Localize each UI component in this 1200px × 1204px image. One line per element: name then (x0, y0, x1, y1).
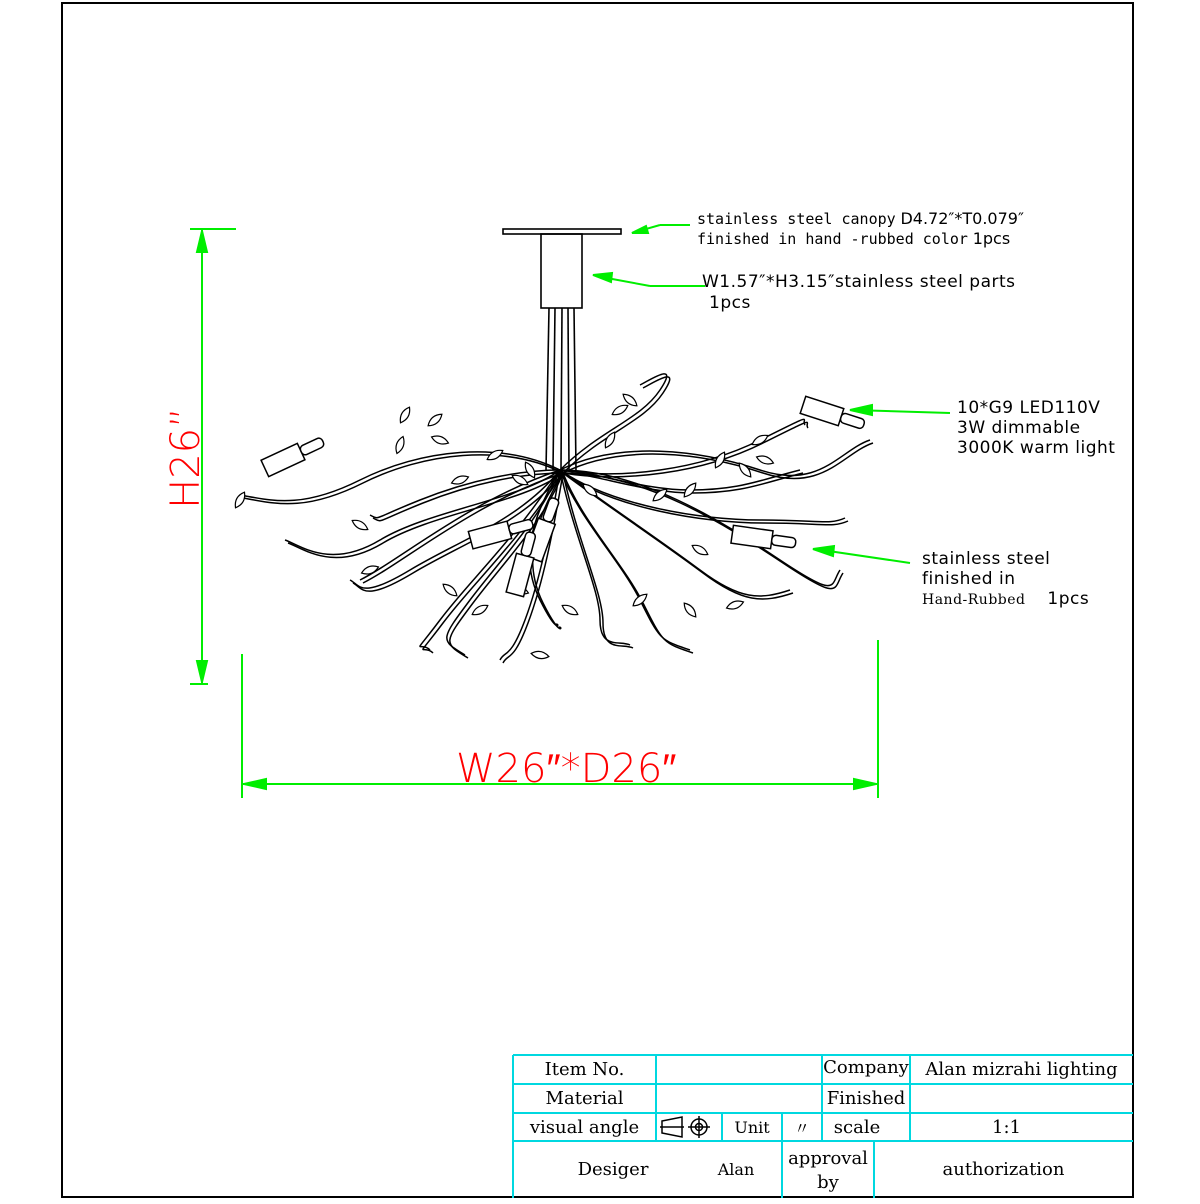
leaf-shape (682, 601, 699, 619)
leaf-shape (737, 461, 754, 479)
finished-value (910, 1084, 1133, 1113)
leaf-shape (430, 434, 449, 447)
authorization-label: authorization (942, 1159, 1065, 1180)
canopy-quantity-text: 1pcs (972, 229, 1011, 248)
material-value (656, 1084, 822, 1113)
leaf-shape (350, 517, 369, 532)
branch-curve (560, 419, 805, 473)
led-callout-line3: 3000K warm light (957, 438, 1116, 458)
canopy-box (541, 234, 582, 308)
material-label: Material (545, 1088, 624, 1109)
steel-callout-line3: Hand-Rubbed (922, 592, 1026, 608)
visual-angle-label: visual angle (529, 1116, 640, 1138)
leaf-shape (560, 602, 579, 617)
canopy-callout-line1: stainless steel canopy (697, 210, 896, 228)
item-no-label: Item No. (544, 1059, 625, 1080)
led-callout (957, 398, 1115, 458)
approval-label-line2: by (817, 1171, 839, 1193)
canopy-dimension-text: D4.72″*T0.079″ (900, 209, 1024, 228)
led-callout-line2: 3W dimmable (957, 418, 1081, 438)
company-label: Company (823, 1057, 909, 1078)
branch-curve (563, 422, 808, 476)
unit-value: 〃 (793, 1118, 810, 1138)
socket-body (468, 521, 511, 549)
chandelier-branches (240, 374, 873, 663)
bulb-shape (839, 412, 865, 429)
steel-callout (922, 549, 1089, 610)
branch-curve (450, 473, 563, 658)
approval-label-line1: approval (788, 1147, 868, 1169)
canopy-callout-line2: finished in hand -rubbed color (697, 230, 968, 248)
leaf-shape (232, 490, 247, 509)
width-dimension-label: W26″*D26″ (456, 746, 677, 792)
lamp-socket (731, 525, 797, 552)
socket-body (800, 396, 844, 425)
parts-callout-line1: W1.57″*H3.15″stainless steel parts (702, 272, 1016, 292)
item-no-value (656, 1055, 822, 1084)
unit-label: Unit (734, 1117, 770, 1137)
leaf-shape (397, 405, 412, 424)
leaf-shape (394, 435, 407, 454)
bulb-shape (299, 437, 325, 456)
lamp-socket (800, 396, 866, 433)
canopy-callout (697, 209, 1024, 249)
canopy-and-stem (503, 229, 621, 470)
leaf-shape (531, 650, 550, 660)
lamp-socket (261, 433, 327, 476)
bulb-shape (771, 535, 796, 548)
leaf-shape (426, 412, 444, 429)
leaf-shape (522, 460, 537, 479)
scale-value: 1:1 (992, 1116, 1021, 1138)
socket-body (506, 553, 534, 596)
company-value: Alan mizrahi lighting (925, 1059, 1118, 1080)
leaf-shape (690, 542, 709, 557)
branch-curve (560, 470, 840, 586)
leaf-shape (755, 454, 774, 467)
led-callout-line1: 10*G9 LED110V (957, 398, 1101, 418)
leaf-shape (725, 599, 744, 612)
finished-label: Finished (826, 1088, 906, 1109)
designer-value: Alan (717, 1160, 755, 1179)
steel-callout-line1: stainless steel (922, 549, 1051, 569)
scale-label: scale (833, 1116, 881, 1138)
leaf-shape (610, 402, 629, 417)
projection-symbol-icon (660, 1116, 710, 1138)
approval-label (782, 1143, 874, 1198)
height-dimension-label: H26” (163, 407, 209, 509)
chandelier-lamp-sockets (261, 396, 867, 596)
leaf-shape (631, 592, 649, 609)
socket-body (261, 443, 305, 476)
leaf-shape (441, 582, 459, 599)
branch-curve (563, 377, 670, 473)
steel-callout-line2: finished in (922, 569, 1016, 589)
parts-callout (702, 272, 1016, 314)
steel-quantity-text: 1pcs (1047, 589, 1090, 609)
leaf-shape (470, 602, 489, 617)
designer-label: Desiger (577, 1159, 649, 1180)
socket-body (731, 525, 773, 548)
parts-callout-line2: 1pcs (709, 293, 751, 313)
